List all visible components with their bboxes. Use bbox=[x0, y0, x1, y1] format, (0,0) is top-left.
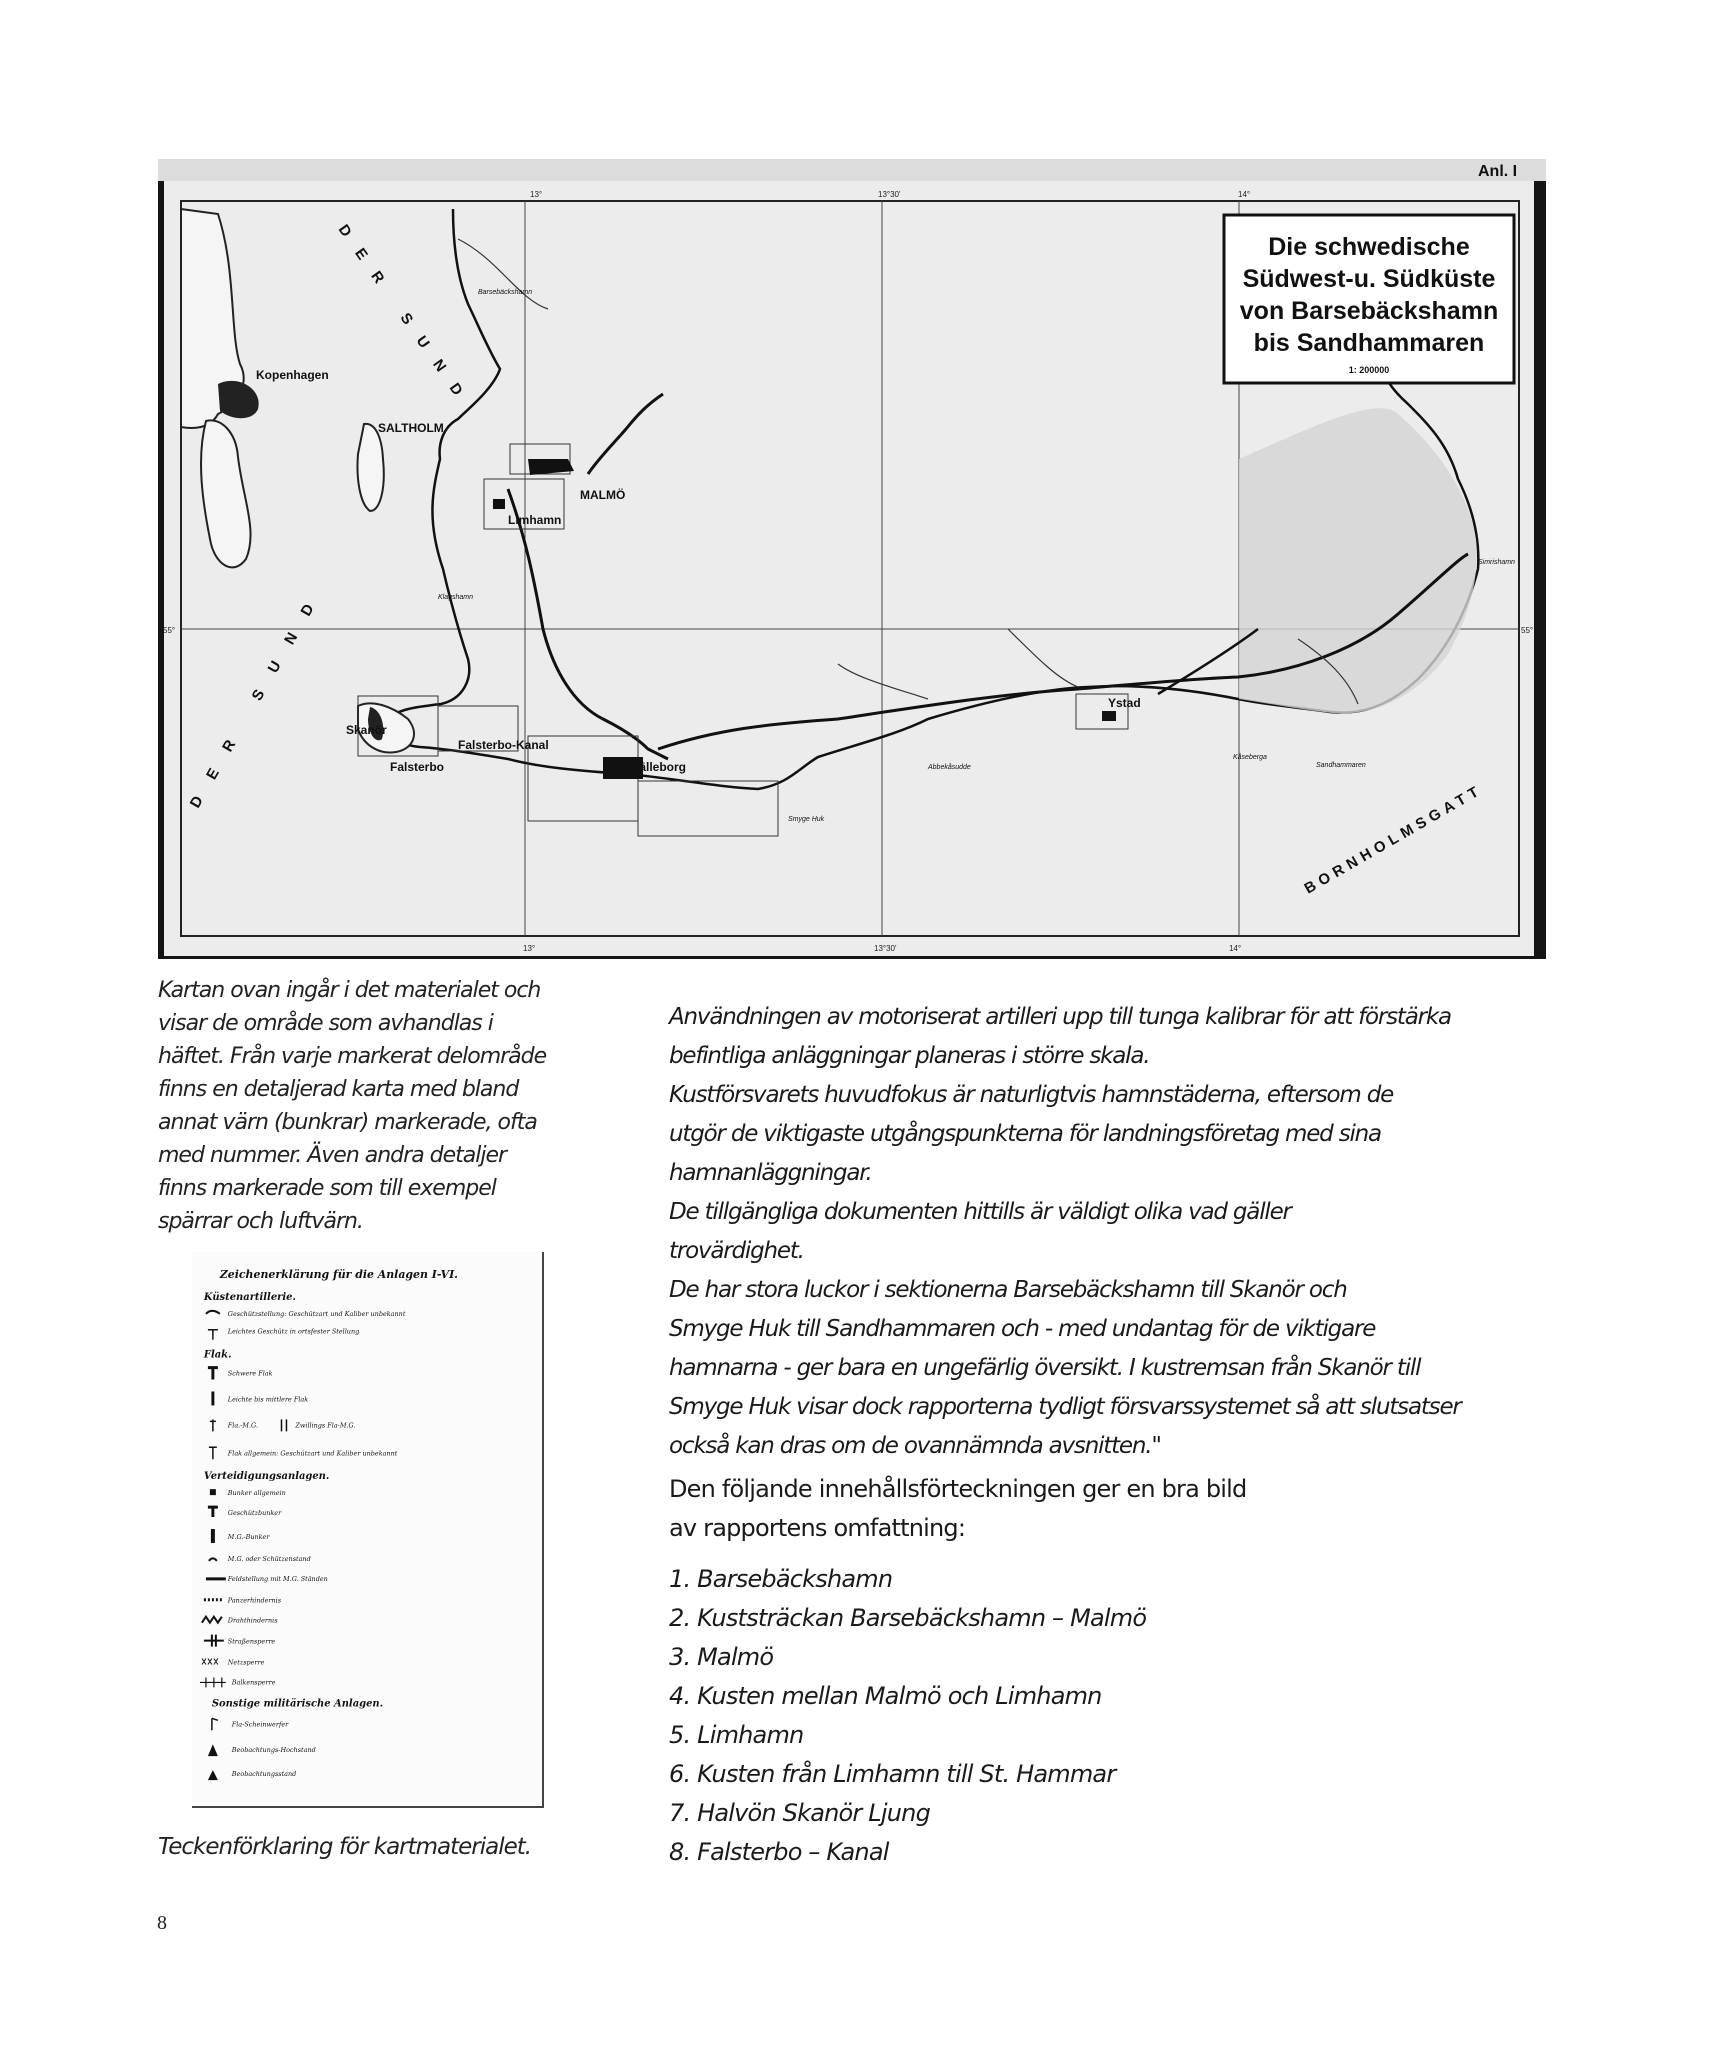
map-caption-line: spärrar och luftvärn. bbox=[158, 1209, 363, 1234]
label-der-sund-upper: DER SUND bbox=[334, 221, 477, 414]
body-line: De tillgängliga dokumenten hittills är väldigt olika vad gäller bbox=[669, 1199, 1291, 1225]
legend-item: Beobachtungsstand bbox=[231, 1770, 297, 1779]
symbol-netzsperre bbox=[202, 1659, 218, 1665]
legend-item: Panzerhindernis bbox=[227, 1596, 282, 1605]
label-smyge-huk: Smyge Huk bbox=[788, 816, 825, 823]
label-limhamn: Limhamn bbox=[508, 513, 562, 527]
label-der-sund-lower: DER SUND bbox=[186, 582, 329, 811]
legend-item: Geschützbunker bbox=[227, 1509, 282, 1518]
coord-55-right: 55° bbox=[1521, 626, 1534, 635]
label-trelleborg: Trälleborg bbox=[628, 760, 687, 774]
symbol-bunker bbox=[210, 1489, 216, 1495]
label-bornholmsgatt: BORNHOLMSGATT bbox=[1301, 781, 1486, 898]
coord-14-top: 14° bbox=[1238, 190, 1251, 199]
coord-1330-top: 13°30' bbox=[878, 190, 901, 199]
body-line: Smyge Huk visar dock rapporterna tydligt försvarssystemet så att slutsatser bbox=[669, 1394, 1461, 1420]
symbol-drahthindernis bbox=[202, 1617, 222, 1623]
body-quote bbox=[669, 998, 1569, 1466]
label-kaseberga: Kåseberga bbox=[1233, 754, 1267, 761]
map-title-line-3: von Barsebäckshamn bbox=[1239, 297, 1499, 325]
map-title-line-2: Südwest-u. Südküste bbox=[1242, 265, 1496, 293]
toc-item: 8. Falsterbo – Kanal bbox=[669, 1838, 889, 1866]
legend-item: Bunker allgemein bbox=[227, 1489, 286, 1498]
label-malmo: MALMÖ bbox=[580, 488, 626, 502]
legend-item: M.G.-Bunker bbox=[227, 1532, 270, 1541]
body-line: De har stora luckor i sektionerna Barsebäckshamn till Skanör och bbox=[669, 1277, 1347, 1303]
toc-intro-line: Den följande innehållsförteckningen ger en bra bild bbox=[669, 1475, 1247, 1503]
legend-heading-kustenartillerie: Küstenartillerie. bbox=[203, 1291, 296, 1303]
symbol-geschutzbunker bbox=[208, 1507, 218, 1517]
map-title-line-1: Die schwedische bbox=[1268, 233, 1470, 261]
label-simrishamn: Simrishamn bbox=[1478, 559, 1515, 566]
legend-item: Leichtes Geschütz in ortsfester Stellung bbox=[227, 1327, 360, 1336]
symbol-geschutzstellung bbox=[206, 1311, 220, 1314]
legend-item: Leichte bis mittlere Flak bbox=[227, 1395, 309, 1404]
legend-item: Geschützstellung: Geschützart und Kaliber unbekannt bbox=[227, 1309, 406, 1318]
body-line: Användningen av motoriserat artilleri upp till tunga kalibrar för att förstärka bbox=[669, 1004, 1451, 1030]
label-falsterbo: Falsterbo bbox=[390, 760, 445, 774]
legend-heading-flak: Flak. bbox=[203, 1349, 232, 1361]
legend-item: Schwere Flak bbox=[227, 1369, 273, 1378]
toc-item: 6. Kusten från Limhamn till St. Hammar bbox=[669, 1760, 1116, 1788]
body-line: Smyge Huk till Sandhammaren och - med undantag för de viktigare bbox=[669, 1316, 1376, 1342]
symbol-strassensperre bbox=[204, 1635, 224, 1647]
toc-item: 3. Malmö bbox=[669, 1643, 774, 1671]
map-caption-line: häftet. Från varje markerat delområde bbox=[158, 1044, 547, 1069]
coord-14-bottom: 14° bbox=[1229, 944, 1242, 953]
legend-heading-sonstige: Sonstige militärische Anlagen. bbox=[211, 1698, 384, 1710]
table-of-contents bbox=[669, 1560, 1146, 1872]
symbol-fla-mg bbox=[210, 1419, 216, 1431]
map-caption-line: finns markerade som till exempel bbox=[158, 1176, 496, 1201]
label-abbekasudde: Abbekåsudde bbox=[928, 764, 971, 771]
legend-item: Drahthindernis bbox=[227, 1616, 278, 1625]
toc-item: 7. Halvön Skanör Ljung bbox=[669, 1799, 931, 1827]
symbol-flak-allgemein bbox=[209, 1447, 217, 1459]
legend-drawing bbox=[192, 1252, 542, 1806]
coord-1330-bottom: 13°30' bbox=[874, 944, 897, 953]
legend-item: Beobachtungs-Hochstand bbox=[231, 1746, 316, 1755]
map-caption-line: visar de område som avhandlas i bbox=[158, 1011, 493, 1036]
map-title-line-4: bis Sandhammaren bbox=[1253, 329, 1485, 357]
map-caption bbox=[158, 974, 598, 1238]
symbol-hochstand bbox=[208, 1744, 218, 1756]
toc-intro bbox=[669, 1470, 1429, 1548]
symbol-zwillings-fla-mg bbox=[281, 1419, 286, 1431]
toc-item: 4. Kusten mellan Malmö och Limhamn bbox=[669, 1682, 1102, 1710]
legend-item: Feldstellung mit M.G. Ständen bbox=[227, 1574, 328, 1583]
legend-item: Fla.-M.G. bbox=[227, 1421, 259, 1430]
page-number: 8 bbox=[157, 1912, 167, 1934]
label-kopenhagen: Kopenhagen bbox=[256, 368, 329, 382]
body-line: också kan dras om de ovannämnda avsnitten." bbox=[669, 1433, 1161, 1459]
map-caption-line: med nummer. Även andra detaljer bbox=[158, 1143, 507, 1168]
coord-13-top: 13° bbox=[530, 190, 543, 199]
body-line: utgör de viktigaste utgångspunkterna för landningsföretag med sina bbox=[669, 1121, 1381, 1147]
legend-item: Netzsperre bbox=[227, 1658, 265, 1667]
map-caption-line: Kartan ovan ingår i det materialet och bbox=[158, 978, 541, 1003]
legend-item: Zwillings Fla-M.G. bbox=[295, 1421, 356, 1430]
legend-title: Zeichenerklärung für die Anlagen I-VI. bbox=[219, 1267, 458, 1281]
legend-item: Fla-Scheinwerfer bbox=[231, 1720, 289, 1729]
label-saltholm: SALTHOLM bbox=[378, 421, 444, 435]
toc-item: 1. Barsebäckshamn bbox=[669, 1565, 893, 1593]
map-sheet-label: Anl. I bbox=[1478, 163, 1518, 180]
toc-intro-line: av rapportens omfattning: bbox=[669, 1514, 966, 1542]
ystad-town bbox=[1102, 711, 1116, 721]
body-line: hamnanläggningar. bbox=[669, 1160, 872, 1186]
map-drawing bbox=[158, 159, 1546, 959]
map-scale: 1: 200000 bbox=[1348, 365, 1390, 375]
saltholm-island bbox=[358, 424, 384, 511]
limhamn-town bbox=[493, 499, 505, 509]
label-klagshamn: Klagshamn bbox=[438, 594, 474, 601]
toc-item: 2. Kuststräckan Barsebäckshamn – Malmö bbox=[669, 1604, 1147, 1632]
legend-caption: Teckenförklaring för kartmaterialet. bbox=[158, 1834, 532, 1860]
label-ystad: Ystad bbox=[1108, 696, 1141, 710]
label-sandhammaren: Sandhammaren bbox=[1316, 762, 1366, 769]
symbol-schwere-flak bbox=[208, 1368, 218, 1380]
body-line: hamnarna - ger bara en ungefärlig översikt. I kustremsan från Skanör till bbox=[669, 1355, 1421, 1381]
symbol-scheinwerfer bbox=[212, 1718, 218, 1730]
body-line: Kustförsvarets huvudfokus är naturligtvis hamnstäderna, eftersom de bbox=[669, 1082, 1394, 1108]
symbol-balkensperre bbox=[200, 1677, 226, 1687]
body-line: befintliga anläggningar planeras i större skala. bbox=[669, 1043, 1150, 1069]
legend-item: M.G. oder Schützenstand bbox=[227, 1554, 311, 1563]
symbol-leichtes-geschutz bbox=[208, 1330, 218, 1340]
symbol-mg-stand bbox=[209, 1558, 217, 1560]
legend-item: Flak allgemein: Geschützart und Kaliber unbekannt bbox=[227, 1449, 398, 1458]
map-caption-line: finns en detaljerad karta med bland bbox=[158, 1077, 519, 1102]
legend-image bbox=[192, 1252, 544, 1808]
label-falsterbo-kanal: Falsterbo-Kanal bbox=[458, 738, 549, 752]
label-skanor: Skanör bbox=[346, 723, 387, 737]
coord-13-bottom: 13° bbox=[523, 944, 536, 953]
symbol-beobachtungsstand bbox=[208, 1770, 218, 1780]
body-line: trovärdighet. bbox=[669, 1238, 804, 1264]
legend-item: Straßensperre bbox=[227, 1637, 276, 1646]
map-caption-line: annat värn (bunkrar) markerade, ofta bbox=[158, 1110, 537, 1135]
coord-55-left: 55° bbox=[163, 626, 176, 635]
legend-heading-verteidigung: Verteidigungsanlagen. bbox=[203, 1471, 330, 1483]
map-image bbox=[158, 159, 1546, 959]
legend-item: Balkensperre bbox=[231, 1678, 276, 1687]
label-barsebackshamn: Barsebäckshamn bbox=[478, 289, 533, 296]
toc-item: 5. Limhamn bbox=[669, 1721, 804, 1749]
